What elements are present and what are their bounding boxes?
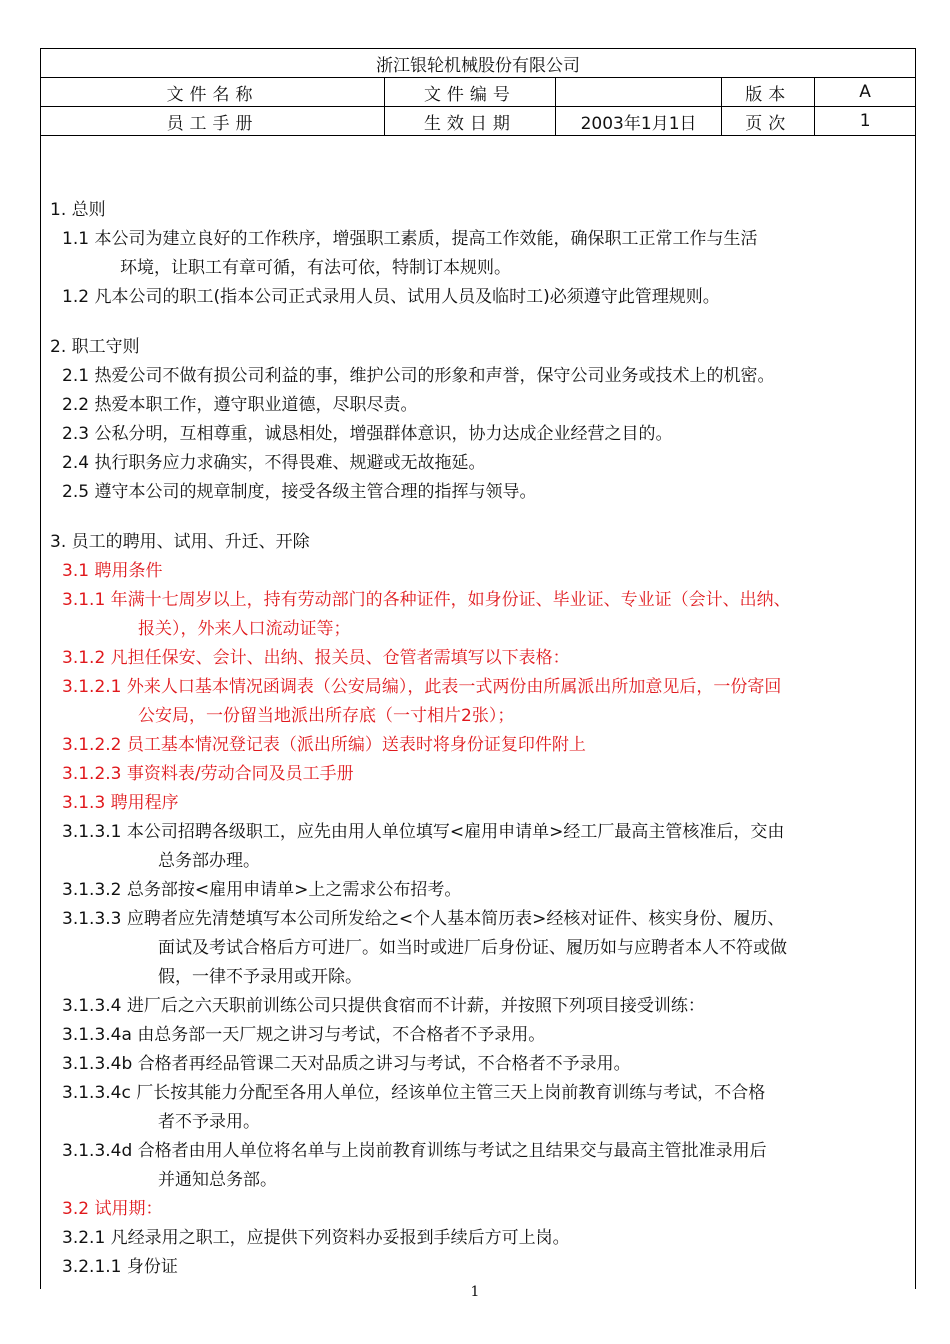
doc-name-label: 文件名称	[41, 78, 385, 107]
clause-number: 3.1.3.4a	[62, 1025, 132, 1045]
paragraph-line	[40, 702, 914, 731]
clause-text: 总务部办理。	[158, 851, 260, 871]
paragraph-line	[40, 449, 914, 478]
paragraph-line	[40, 847, 914, 876]
clause-text: 进厂后之六天职前训练公司只提供食宿而不计薪，并按照下列项目接受训练：	[126, 996, 705, 1016]
page-number: 1	[470, 1284, 480, 1300]
clause-number: 2.4	[62, 453, 90, 473]
paragraph-line	[40, 1079, 914, 1108]
clause-number: 2.2	[62, 395, 90, 415]
paragraph-line	[40, 644, 914, 673]
document-header-table	[40, 48, 916, 136]
paragraph-line	[40, 1166, 914, 1195]
paragraph-line	[40, 478, 914, 507]
clause-text: 员工的聘用、试用、升迁、开除	[71, 532, 310, 552]
clause-number: 3.1.3.4	[62, 996, 122, 1016]
clause-text: 事资料表/劳动合同及员工手册	[126, 764, 354, 784]
clause-text: 总务部按<雇用申请单>上之需求公布招考。	[126, 880, 462, 900]
clause-text: 热爱本职工作，遵守职业道德，尽职尽责。	[94, 395, 418, 415]
doc-no-label: 文件编号	[385, 78, 556, 107]
clause-text: 遵守本公司的规章制度，接受各级主管合理的指挥与领导。	[94, 482, 537, 502]
clause-text: 聘用程序	[110, 793, 179, 813]
paragraph-line	[40, 333, 914, 362]
effective-date-label: 生效日期	[385, 107, 556, 136]
paragraph-line	[40, 760, 914, 789]
clause-text: 面试及考试合格后方可进厂。如当时或进厂后身份证、履历如与应聘者本人不符或做	[158, 938, 787, 958]
paragraph-line	[40, 1224, 914, 1253]
clause-text: 本公司为建立良好的工作秩序，增强职工素质，提高工作效能，确保职工正常工作与生活	[94, 229, 758, 249]
clause-text: 聘用条件	[94, 561, 163, 581]
clause-number: 3.1.3.2	[62, 880, 122, 900]
clause-number: 1.2	[62, 287, 90, 307]
paragraph-line	[40, 731, 914, 760]
clause-number: 3.2.1	[62, 1228, 106, 1248]
paragraph-line	[40, 673, 914, 702]
paragraph-line	[40, 557, 914, 586]
clause-number: 2.	[50, 337, 67, 357]
clause-text: 合格者由用人单位将名单与上岗前教育训练与考试之且结果交与最高主管批准录用后	[137, 1141, 767, 1161]
clause-text: 者不予录用。	[158, 1112, 260, 1132]
clause-text: 外来人口基本情况函调表（公安局编），此表一式两份由所属派出所加意见后，一份寄回	[126, 677, 782, 697]
paragraph-line	[40, 876, 914, 905]
doc-no-value	[555, 78, 722, 107]
paragraph-line	[40, 1253, 914, 1282]
clause-number: 3.1.2	[62, 648, 106, 668]
clause-number: 3.	[50, 532, 67, 552]
clause-number: 2.3	[62, 424, 90, 444]
paragraph-line	[40, 254, 914, 283]
clause-number: 3.1.3.4d	[62, 1141, 133, 1161]
clause-text: 公私分明，互相尊重，诚恳相处，增强群体意识，协力达成企业经营之目的。	[94, 424, 673, 444]
clause-number: 3.1.3	[62, 793, 106, 813]
clause-text: 热爱公司不做有损公司利益的事，维护公司的形象和声誉，保守公司业务或技术上的机密。	[94, 366, 775, 386]
paragraph-line	[40, 586, 914, 615]
version-label: 版本	[722, 78, 815, 107]
clause-number: 2.5	[62, 482, 90, 502]
clause-text: 假，一律不予录用或开除。	[158, 967, 362, 987]
page-label: 页次	[722, 107, 815, 136]
section-gap	[40, 507, 914, 528]
paragraph-line	[40, 225, 914, 254]
paragraph-line	[40, 420, 914, 449]
clause-text: 试用期：	[94, 1199, 163, 1219]
clause-number: 3.1.3.4c	[62, 1083, 131, 1103]
paragraph-line	[40, 1195, 914, 1224]
paragraph-line	[40, 963, 914, 992]
paragraph-line	[40, 1137, 914, 1166]
clause-number: 3.1.2.2	[62, 735, 122, 755]
doc-title: 员工手册	[41, 107, 385, 136]
paragraph-line	[40, 391, 914, 420]
clause-number: 2.1	[62, 366, 90, 386]
paragraph-line	[40, 362, 914, 391]
clause-text: 总则	[71, 200, 106, 220]
clause-number: 3.1.3.1	[62, 822, 122, 842]
page-value: 1	[815, 107, 916, 136]
effective-date-value: 2003年1月1日	[555, 107, 722, 136]
clause-text: 公安局，一份留当地派出所存底（一寸相片2张）；	[138, 706, 515, 726]
clause-number: 3.1.3.4b	[62, 1054, 133, 1074]
clause-text: 身份证	[126, 1257, 178, 1277]
clause-text: 合格者再经品管课二天对品质之讲习与考试，不合格者不予录用。	[137, 1054, 631, 1074]
clause-text: 凡本公司的职工(指本公司正式录用人员、试用人员及临时工)必须遵守此管理规则。	[94, 287, 720, 307]
section-gap	[40, 312, 914, 333]
clause-text: 应聘者应先清楚填写本公司所发给之<个人基本简历表>经核对证件、核实身份、履历、	[126, 909, 785, 929]
company-name: 浙江银轮机械股份有限公司	[41, 49, 916, 78]
paragraph-line	[40, 789, 914, 818]
clause-number: 3.2	[62, 1199, 90, 1219]
clause-text: 执行职务应力求确实，不得畏难、规避或无故拖延。	[94, 453, 486, 473]
clause-number: 3.2.1.1	[62, 1257, 122, 1277]
clause-text: 厂长按其能力分配至各用人单位，经该单位主管三天上岗前教育训练与考试，不合格	[136, 1083, 766, 1103]
version-value: A	[815, 78, 916, 107]
paragraph-line	[40, 818, 914, 847]
paragraph-line	[40, 934, 914, 963]
paragraph-line	[40, 615, 914, 644]
header-row-2	[41, 107, 916, 136]
clause-number: 1.	[50, 200, 67, 220]
header-row-company	[41, 49, 916, 78]
clause-number: 3.1.2.3	[62, 764, 122, 784]
clause-text: 并通知总务部。	[158, 1170, 277, 1190]
clause-text: 年满十七周岁以上，持有劳动部门的各种证件，如身份证、毕业证、专业证（会计、出纳、	[110, 590, 791, 610]
clause-text: 职工守则	[71, 337, 140, 357]
clause-text: 凡经录用之职工，应提供下列资料办妥报到手续后方可上岗。	[110, 1228, 570, 1248]
clause-number: 1.1	[62, 229, 90, 249]
paragraph-line	[40, 1050, 914, 1079]
clause-text: 员工基本情况登记表（派出所编）送表时将身份证复印件附上	[126, 735, 586, 755]
paragraph-line	[40, 905, 914, 934]
paragraph-line	[40, 196, 914, 225]
clause-text: 凡担任保安、会计、出纳、报关员、仓管者需填写以下表格：	[110, 648, 570, 668]
clause-text: 环境，让职工有章可循，有法可依，特制订本规则。	[120, 258, 511, 278]
clause-text: 由总务部一天厂规之讲习与考试，不合格者不予录用。	[137, 1025, 546, 1045]
clause-number: 3.1.2.1	[62, 677, 122, 697]
clause-text: 本公司招聘各级职工，应先由用人单位填写<雇用申请单>经工厂最高主管核准后，交由	[126, 822, 785, 842]
clause-number: 3.1	[62, 561, 90, 581]
header-row-1	[41, 78, 916, 107]
paragraph-line	[40, 1108, 914, 1137]
document-body	[40, 196, 914, 1282]
clause-number: 3.1.3.3	[62, 909, 122, 929]
paragraph-line	[40, 1021, 914, 1050]
paragraph-line	[40, 283, 914, 312]
paragraph-line	[40, 528, 914, 557]
paragraph-line	[40, 992, 914, 1021]
clause-text: 报关），外来人口流动证等；	[138, 619, 351, 639]
clause-number: 3.1.1	[62, 590, 106, 610]
